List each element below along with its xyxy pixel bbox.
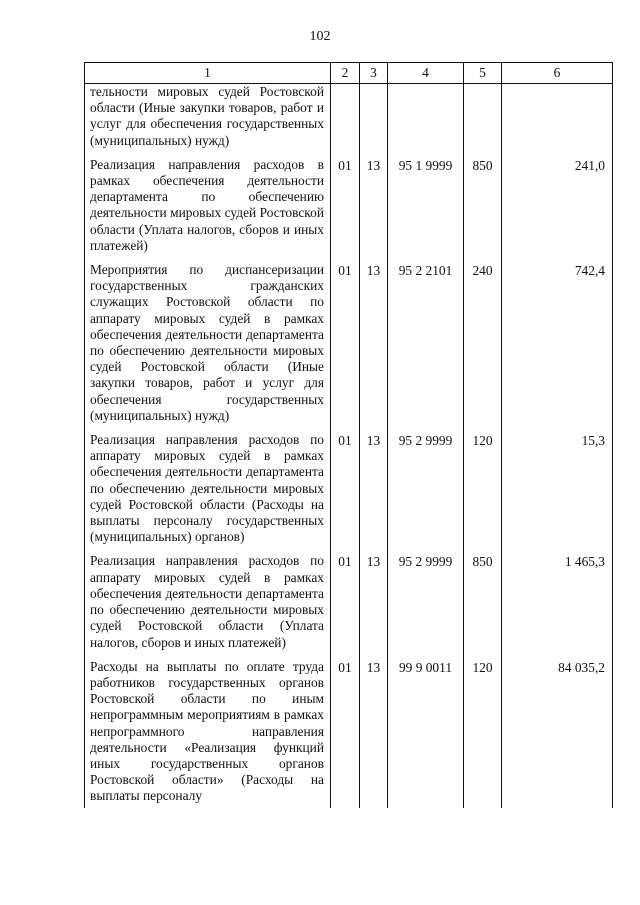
row-expense-type: 240 xyxy=(464,257,502,427)
table-row xyxy=(85,152,613,257)
row-subsection: 13 xyxy=(360,257,388,427)
table-row xyxy=(85,427,613,548)
row-subsection: 13 xyxy=(360,548,388,653)
row-description: Реализация направления расходов в рамках обеспечения деятельности департамента по обеспечению деятельности мировых судей Ростовской области (Уплата налогов, сборов и иных платежей) xyxy=(85,152,331,257)
table-row xyxy=(85,84,613,152)
table-row xyxy=(85,257,613,427)
row-section: 01 xyxy=(331,257,360,427)
budget-table xyxy=(84,62,613,808)
row-target-code: 95 2 9999 xyxy=(388,427,464,548)
row-amount: 84 035,2 xyxy=(502,654,613,808)
row-section: 01 xyxy=(331,427,360,548)
header-col-3: 3 xyxy=(360,63,388,84)
row-target-code xyxy=(388,84,464,152)
row-section: 01 xyxy=(331,654,360,808)
page-number: 102 xyxy=(309,29,331,44)
row-expense-type: 850 xyxy=(464,152,502,257)
table-row xyxy=(85,548,613,653)
row-expense-type: 120 xyxy=(464,654,502,808)
header-col-2: 2 xyxy=(331,63,360,84)
row-target-code: 95 2 2101 xyxy=(388,257,464,427)
header-col-6: 6 xyxy=(502,63,613,84)
row-amount: 1 465,3 xyxy=(502,548,613,653)
header-col-5: 5 xyxy=(464,63,502,84)
header-col-4: 4 xyxy=(388,63,464,84)
row-subsection: 13 xyxy=(360,152,388,257)
row-description: Реализация направления расходов по аппарату мировых судей в рамках обеспечения деятельности департамента по обеспечению деятельности мировых судей Ростовской области (Расходы на выплаты персоналу государственных (муниципальных) органов) xyxy=(85,427,331,548)
row-expense-type xyxy=(464,84,502,152)
row-subsection: 13 xyxy=(360,654,388,808)
row-amount xyxy=(502,84,613,152)
header-col-1: 1 xyxy=(85,63,331,84)
row-target-code: 99 9 0011 xyxy=(388,654,464,808)
row-amount: 15,3 xyxy=(502,427,613,548)
row-expense-type: 120 xyxy=(464,427,502,548)
row-description: Реализация направления расходов по аппарату мировых судей в рамках обеспечения деятельности департамента по обеспечению деятельности мировых судей Ростовской области (Уплата налогов, сборов и иных платежей) xyxy=(85,548,331,653)
row-amount: 742,4 xyxy=(502,257,613,427)
row-description: тельности мировых судей Ростовской области (Иные закупки товаров, работ и услуг для обеспечения государственных (муниципальных) нужд) xyxy=(85,84,331,152)
row-subsection: 13 xyxy=(360,427,388,548)
row-target-code: 95 1 9999 xyxy=(388,152,464,257)
row-section: 01 xyxy=(331,548,360,653)
row-section: 01 xyxy=(331,152,360,257)
row-amount: 241,0 xyxy=(502,152,613,257)
row-description: Расходы на выплаты по оплате труда работников государственных органов Ростовской области по иным непрограммным мероприятиям в рамках непрограммного направления деятельности «Реализация функций иных государственных органов Ростовской области» (Расходы на выплаты персоналу xyxy=(85,654,331,808)
row-section xyxy=(331,84,360,152)
row-description: Мероприятия по диспансеризации государственных гражданских служащих Ростовской области по аппарату мировых судей в рамках обеспечения деятельности департамента по обеспечению деятельности мировых судей Ростовской области (Иные закупки товаров, работ и услуг для обеспечения государственных (муниципальных) нужд) xyxy=(85,257,331,427)
table-header-row xyxy=(85,63,613,84)
row-target-code: 95 2 9999 xyxy=(388,548,464,653)
table-row xyxy=(85,654,613,808)
row-expense-type: 850 xyxy=(464,548,502,653)
row-subsection xyxy=(360,84,388,152)
